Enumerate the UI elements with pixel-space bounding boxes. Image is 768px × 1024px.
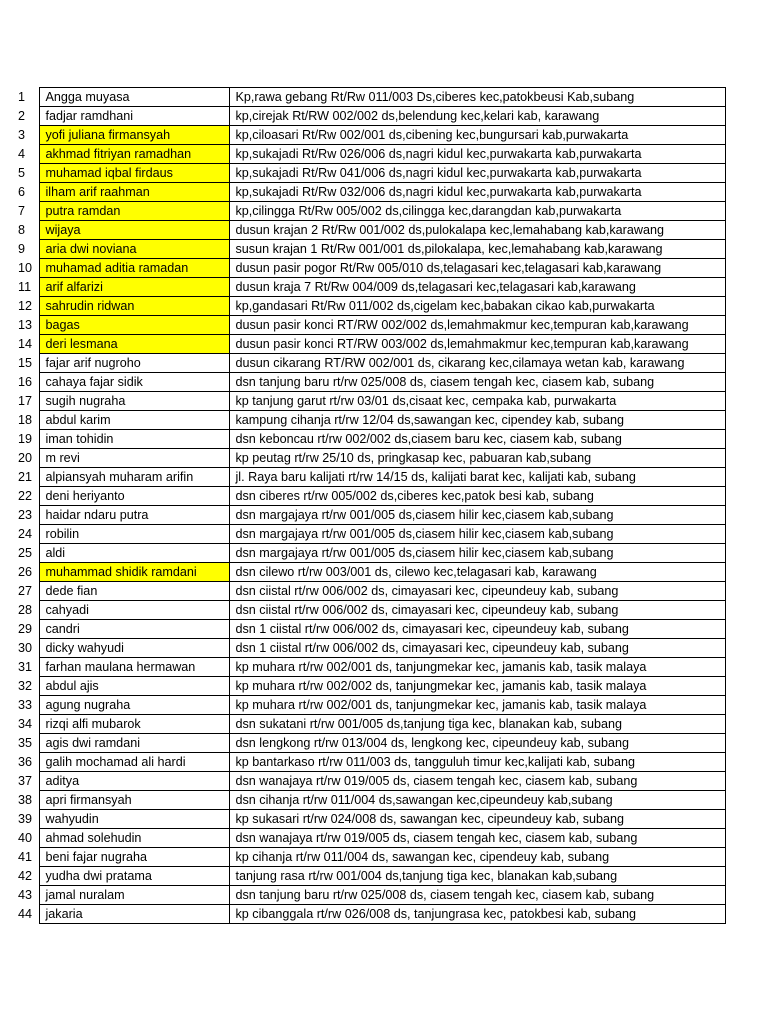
address-cell[interactable]: kp,sukajadi Rt/Rw 026/006 ds,nagri kidul kec,purwakarta kab,purwakarta [229,145,725,164]
name-cell[interactable]: muhamad iqbal firdaus [39,164,229,183]
row-number-cell[interactable]: 20 [18,451,33,465]
address-cell[interactable]: dsn cilewo rt/rw 003/001 ds, cilewo kec,telagasari kab, karawang [229,563,725,582]
row-number-cell[interactable]: 34 [18,717,33,731]
table-row [10,753,725,772]
table-row [10,772,725,791]
address-cell[interactable]: dsn lengkong rt/rw 013/004 ds, lengkong kec, cipeundeuy kab, subang [229,734,725,753]
address-cell[interactable]: kp muhara rt/rw 002/001 ds, tanjungmekar kec, jamanis kab, tasik malaya [229,658,725,677]
address-cell[interactable]: dsn 1 ciistal rt/rw 006/002 ds, cimayasari kec, cipeundeuy kab, subang [229,620,725,639]
name-cell[interactable]: farhan maulana hermawan [39,658,229,677]
table-row [10,791,725,810]
address-cell[interactable]: tanjung rasa rt/rw 001/004 ds,tanjung tiga kec, blanakan kab,subang [229,867,725,886]
name-cell[interactable]: wahyudin [39,810,229,829]
address-cell[interactable]: dsn wanajaya rt/rw 019/005 ds, ciasem tengah kec, ciasem kab, subang [229,829,725,848]
table-row [10,905,725,924]
row-number-cell[interactable]: 10 [18,261,33,275]
row-number-cell[interactable]: 33 [18,698,33,712]
table-row [10,525,725,544]
table-row [10,221,725,240]
name-cell[interactable]: agung nugraha [39,696,229,715]
address-cell[interactable]: Kp,rawa gebang Rt/Rw 011/003 Ds,ciberes kec,patokbeusi Kab,subang [229,88,725,107]
table-row [10,335,725,354]
name-cell[interactable]: iman tohidin [39,430,229,449]
address-cell[interactable]: jl. Raya baru kalijati rt/rw 14/15 ds, kalijati barat kec, kalijati kab, subang [229,468,725,487]
table-row [10,373,725,392]
name-cell[interactable]: aldi [39,544,229,563]
row-number-cell[interactable]: 24 [18,527,33,541]
address-cell[interactable]: kp,ciloasari Rt/Rw 002/001 ds,cibening kec,bungursari kab,purwakarta [229,126,725,145]
table-row [10,810,725,829]
name-cell[interactable]: apri firmansyah [39,791,229,810]
table-row [10,392,725,411]
name-cell[interactable]: cahaya fajar sidik [39,373,229,392]
row-number-cell[interactable]: 41 [18,850,33,864]
row-number-cell[interactable]: 9 [18,242,26,256]
address-cell[interactable]: kp,sukajadi Rt/Rw 032/006 ds,nagri kidul kec,purwakarta kab,purwakarta [229,183,725,202]
name-cell[interactable]: wijaya [39,221,229,240]
table-row [10,715,725,734]
row-number-cell[interactable]: 35 [18,736,33,750]
table-row [10,544,725,563]
table-row [10,297,725,316]
row-number-cell[interactable]: 27 [18,584,33,598]
address-cell[interactable]: dusun pasir pogor Rt/Rw 005/010 ds,telagasari kec,telagasari kab,karawang [229,259,725,278]
address-cell[interactable]: kp,cilingga Rt/Rw 005/002 ds,cilingga kec,darangdan kab,purwakarta [229,202,725,221]
row-number-cell[interactable]: 42 [18,869,33,883]
row-number-cell[interactable]: 11 [18,280,32,294]
name-cell[interactable]: yudha dwi pratama [39,867,229,886]
row-number-cell[interactable]: 26 [18,565,33,579]
row-number-cell[interactable]: 43 [18,888,33,902]
row-number-cell[interactable]: 32 [18,679,33,693]
name-cell[interactable]: haidar ndaru putra [39,506,229,525]
row-number-cell[interactable]: 7 [18,204,26,218]
table-row [10,278,725,297]
address-cell[interactable]: kp muhara rt/rw 002/002 ds, tanjungmekar kec, jamanis kab, tasik malaya [229,677,725,696]
table-row [10,259,725,278]
name-cell[interactable]: muhammad shidik ramdani [39,563,229,582]
table-row [10,487,725,506]
table-row [10,164,725,183]
table-body [10,88,725,924]
name-cell[interactable]: ahmad solehudin [39,829,229,848]
name-cell[interactable]: dicky wahyudi [39,639,229,658]
address-cell[interactable]: kampung cihanja rt/rw 12/04 ds,sawangan kec, cipendey kab, subang [229,411,725,430]
row-number-cell[interactable]: 28 [18,603,33,617]
address-cell[interactable]: dusun krajan 2 Rt/Rw 001/002 ds,pulokalapa kec,lemahabang kab,karawang [229,221,725,240]
address-cell[interactable]: dsn cihanja rt/rw 011/004 ds,sawangan kec,cipeundeuy kab,subang [229,791,725,810]
row-number-cell[interactable]: 40 [18,831,33,845]
row-number-cell[interactable]: 1 [18,90,26,104]
row-number-cell[interactable]: 19 [18,432,33,446]
row-number-cell[interactable]: 6 [18,185,26,199]
name-cell[interactable]: jamal nuralam [39,886,229,905]
address-cell[interactable]: dsn tanjung baru rt/rw 025/008 ds, ciasem tengah kec, ciasem kab, subang [229,373,725,392]
row-number-cell[interactable]: 2 [18,109,26,123]
table-row [10,867,725,886]
table-row [10,677,725,696]
row-number-cell[interactable]: 29 [18,622,33,636]
row-number-cell[interactable]: 14 [18,337,33,351]
row-number-cell[interactable]: 4 [18,147,26,161]
table-row [10,658,725,677]
address-cell[interactable]: dsn margajaya rt/rw 001/005 ds,ciasem hilir kec,ciasem kab,subang [229,544,725,563]
table-row [10,829,725,848]
table-row [10,601,725,620]
table-row [10,506,725,525]
table-row [10,886,725,905]
address-cell[interactable]: susun krajan 1 Rt/Rw 001/001 ds,pilokalapa, kec,lemahabang kab,karawang [229,240,725,259]
address-cell[interactable]: dusun cikarang RT/RW 002/001 ds, cikarang kec,cilamaya wetan kab, karawang [229,354,725,373]
address-cell[interactable]: dusun kraja 7 Rt/Rw 004/009 ds,telagasari kec,telagasari kab,karawang [229,278,725,297]
table-row [10,468,725,487]
table-row [10,354,725,373]
row-number-cell[interactable]: 5 [18,166,26,180]
spreadsheet-sheet [10,87,726,924]
name-cell[interactable]: aditya [39,772,229,791]
name-cell[interactable]: rizqi alfi mubarok [39,715,229,734]
table-row [10,430,725,449]
table-row [10,88,725,107]
row-number-cell[interactable]: 17 [18,394,33,408]
address-cell[interactable]: dusun pasir konci RT/RW 002/002 ds,lemahmakmur kec,tempuran kab,karawang [229,316,725,335]
address-cell[interactable]: dsn sukatani rt/rw 001/005 ds,tanjung tiga kec, blanakan kab, subang [229,715,725,734]
name-cell[interactable]: abdul karim [39,411,229,430]
row-number-cell[interactable]: 44 [18,907,33,921]
name-cell[interactable]: candri [39,620,229,639]
name-cell[interactable]: arif alfarizi [39,278,229,297]
name-cell[interactable]: aria dwi noviana [39,240,229,259]
table-row [10,696,725,715]
table-row [10,734,725,753]
address-cell[interactable]: dsn 1 ciistal rt/rw 006/002 ds, cimayasari kec, cipeundeuy kab, subang [229,639,725,658]
name-cell[interactable]: Angga muyasa [39,88,229,107]
address-cell[interactable]: kp,cirejak Rt/RW 002/002 ds,belendung kec,kelari kab, karawang [229,107,725,126]
name-cell[interactable]: fajar arif nugroho [39,354,229,373]
address-cell[interactable]: dsn keboncau rt/rw 002/002 ds,ciasem baru kec, ciasem kab, subang [229,430,725,449]
address-cell[interactable]: kp muhara rt/rw 002/001 ds, tanjungmekar kec, jamanis kab, tasik malaya [229,696,725,715]
row-number-cell[interactable]: 18 [18,413,33,427]
table-row [10,107,725,126]
address-cell[interactable]: kp tanjung garut rt/rw 03/01 ds,cisaat kec, cempaka kab, purwakarta [229,392,725,411]
table-row [10,411,725,430]
row-number-cell[interactable]: 3 [18,128,26,142]
address-cell[interactable]: dsn margajaya rt/rw 001/005 ds,ciasem hilir kec,ciasem kab,subang [229,506,725,525]
row-number-cell[interactable]: 38 [18,793,33,807]
table-row [10,240,725,259]
name-cell[interactable]: m revi [39,449,229,468]
name-cell[interactable]: bagas [39,316,229,335]
name-cell[interactable]: muhamad aditia ramadan [39,259,229,278]
name-cell[interactable]: beni fajar nugraha [39,848,229,867]
address-cell[interactable]: dsn tanjung baru rt/rw 025/008 ds, ciasem tengah kec, ciasem kab, subang [229,886,725,905]
name-cell[interactable]: ilham arif raahman [39,183,229,202]
table-row [10,848,725,867]
table-row [10,316,725,335]
address-cell[interactable]: kp peutag rt/rw 25/10 ds, pringkasap kec, pabuaran kab,subang [229,449,725,468]
table-row [10,145,725,164]
address-cell[interactable]: dsn ciistal rt/rw 006/002 ds, cimayasari kec, cipeundeuy kab, subang [229,601,725,620]
address-cell[interactable]: kp cibanggala rt/rw 026/008 ds, tanjungrasa kec, patokbesi kab, subang [229,905,725,924]
row-number-cell[interactable]: 13 [18,318,33,332]
address-cell[interactable]: dsn wanajaya rt/rw 019/005 ds, ciasem tengah kec, ciasem kab, subang [229,772,725,791]
row-number-cell[interactable]: 12 [18,299,33,313]
data-table [10,87,726,924]
name-cell[interactable]: yofi juliana firmansyah [39,126,229,145]
row-number-cell[interactable]: 25 [18,546,33,560]
table-row [10,202,725,221]
row-number-cell[interactable]: 36 [18,755,33,769]
table-row [10,563,725,582]
name-cell[interactable]: agis dwi ramdani [39,734,229,753]
address-cell[interactable]: dsn ciistal rt/rw 006/002 ds, cimayasari kec, cipeundeuy kab, subang [229,582,725,601]
address-cell[interactable]: dusun pasir konci RT/RW 003/002 ds,lemahmakmur kec,tempuran kab,karawang [229,335,725,354]
name-cell[interactable]: jakaria [39,905,229,924]
name-cell[interactable]: cahyadi [39,601,229,620]
row-number-cell[interactable]: 31 [18,660,33,674]
name-cell[interactable]: sahrudin ridwan [39,297,229,316]
row-number-cell[interactable]: 8 [18,223,26,237]
row-number-cell[interactable]: 39 [18,812,33,826]
table-row [10,449,725,468]
row-number-cell[interactable]: 15 [18,356,33,370]
address-cell[interactable]: kp bantarkaso rt/rw 011/003 ds, tangguluh timur kec,kalijati kab, subang [229,753,725,772]
address-cell[interactable]: kp,sukajadi Rt/Rw 041/006 ds,nagri kidul kec,purwakarta kab,purwakarta [229,164,725,183]
address-cell[interactable]: kp sukasari rt/rw 024/008 ds, sawangan kec, cipeundeuy kab, subang [229,810,725,829]
name-cell[interactable]: robilin [39,525,229,544]
table-row [10,582,725,601]
address-cell[interactable]: dsn margajaya rt/rw 001/005 ds,ciasem hilir kec,ciasem kab,subang [229,525,725,544]
name-cell[interactable]: deri lesmana [39,335,229,354]
table-row [10,183,725,202]
row-number-cell[interactable]: 23 [18,508,33,522]
row-number-cell[interactable]: 22 [18,489,33,503]
table-row [10,126,725,145]
name-cell[interactable]: sugih nugraha [39,392,229,411]
name-cell[interactable]: dede fian [39,582,229,601]
address-cell[interactable]: kp,gandasari Rt/Rw 011/002 ds,cigelam kec,babakan cikao kab,purwakarta [229,297,725,316]
name-cell[interactable]: abdul ajis [39,677,229,696]
address-cell[interactable]: dsn ciberes rt/rw 005/002 ds,ciberes kec,patok besi kab, subang [229,487,725,506]
address-cell[interactable]: kp cihanja rt/rw 011/004 ds, sawangan kec, cipendeuy kab, subang [229,848,725,867]
row-number-cell[interactable]: 16 [18,375,33,389]
table-row [10,639,725,658]
name-cell[interactable]: deni heriyanto [39,487,229,506]
name-cell[interactable]: akhmad fitriyan ramadhan [39,145,229,164]
table-row [10,620,725,639]
name-cell[interactable]: galih mochamad ali hardi [39,753,229,772]
name-cell[interactable]: alpiansyah muharam arifin [39,468,229,487]
row-number-cell[interactable]: 30 [18,641,33,655]
name-cell[interactable]: putra ramdan [39,202,229,221]
row-number-cell[interactable]: 21 [18,470,33,484]
name-cell[interactable]: fadjar ramdhani [39,107,229,126]
row-number-cell[interactable]: 37 [18,774,33,788]
